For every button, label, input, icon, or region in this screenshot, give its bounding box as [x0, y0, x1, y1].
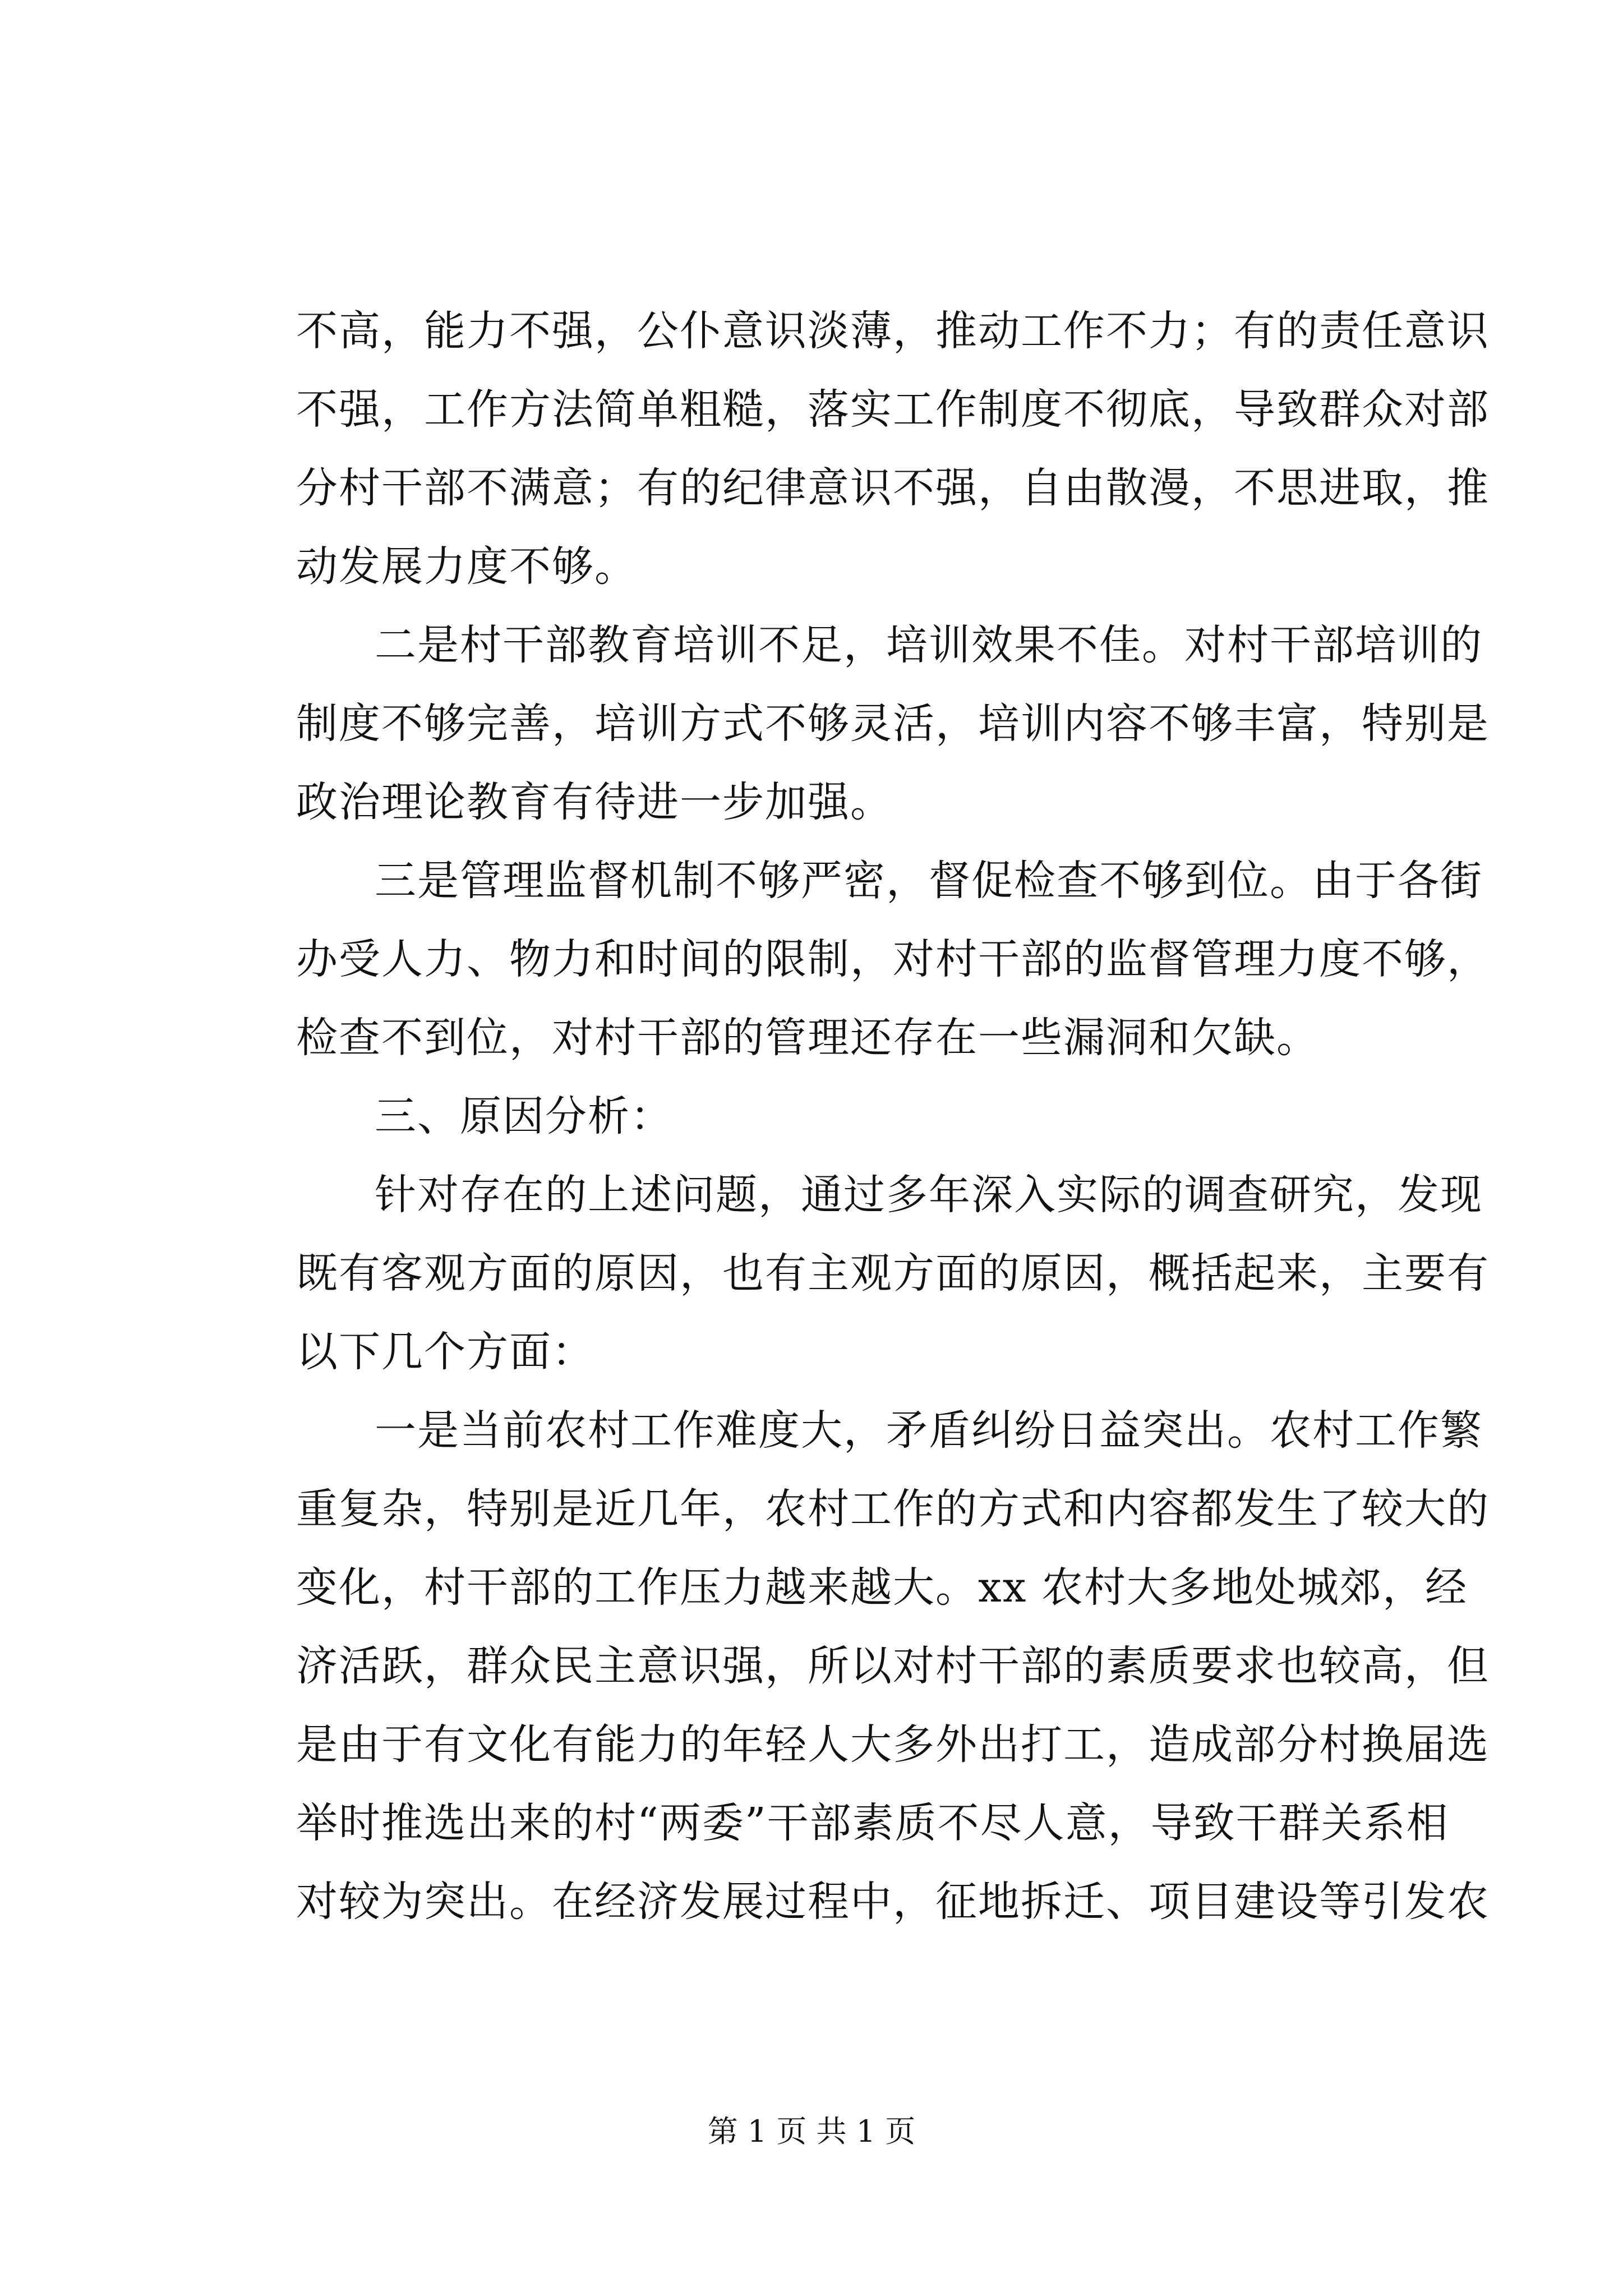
- text-line: 针对存在的上述问题，通过多年深入实际的调查研究，发现: [375, 1171, 1483, 1219]
- text-line: 动发展力度不够。: [296, 542, 637, 591]
- text-line: 不高，能力不强，公仆意识淡薄，推动工作不力；有的责任意识: [296, 307, 1490, 355]
- page-number-footer: 第 1 页 共 1 页: [707, 2114, 916, 2149]
- text-line: 检查不到位，对村干部的管理还存在一些漏洞和欠缺。: [296, 1014, 1319, 1062]
- text-line: 变化，村干部的工作压力越来越大。xx 农村大多地处城郊，经: [296, 1563, 1468, 1612]
- section-heading: 三、原因分析：: [375, 1092, 673, 1140]
- text-line: 对较为突出。在经济发展过程中，征地拆迁、项目建设等引发农: [296, 1878, 1490, 1926]
- text-line: 不强，工作方法简单粗糙，落实工作制度不彻底，导致群众对部: [296, 385, 1490, 434]
- text-line: 二是村干部教育培训不足，培训效果不佳。对村干部培训的: [375, 621, 1483, 669]
- text-line: 分村干部不满意；有的纪律意识不强，自由散漫，不思进取，推: [296, 464, 1490, 512]
- text-line: 三是管理监督机制不够严密，督促检查不够到位。由于各街: [375, 857, 1483, 905]
- text-line: 既有客观方面的原因，也有主观方面的原因，概括起来，主要有: [296, 1249, 1490, 1297]
- text-line: 制度不够完善，培训方式不够灵活，培训内容不够丰富，特别是: [296, 700, 1490, 748]
- text-line: 办受人力、物力和时间的限制，对村干部的监督管理力度不够，: [296, 935, 1490, 983]
- text-line: 政治理论教育有待进一步加强。: [296, 778, 893, 826]
- text-line: 一是当前农村工作难度大，矛盾纠纷日益突出。农村工作繁: [375, 1406, 1483, 1455]
- text-line: 以下几个方面：: [296, 1328, 594, 1376]
- text-line: 重复杂，特别是近几年，农村工作的方式和内容都发生了较大的: [296, 1485, 1490, 1533]
- text-line: 是由于有文化有能力的年轻人大多外出打工，造成部分村换届选: [296, 1720, 1490, 1769]
- text-line: 举时推选出来的村“两委”干部素质不尽人意，导致干群关系相: [296, 1799, 1449, 1847]
- text-line: 济活跃，群众民主意识强，所以对村干部的素质要求也较高，但: [296, 1642, 1490, 1690]
